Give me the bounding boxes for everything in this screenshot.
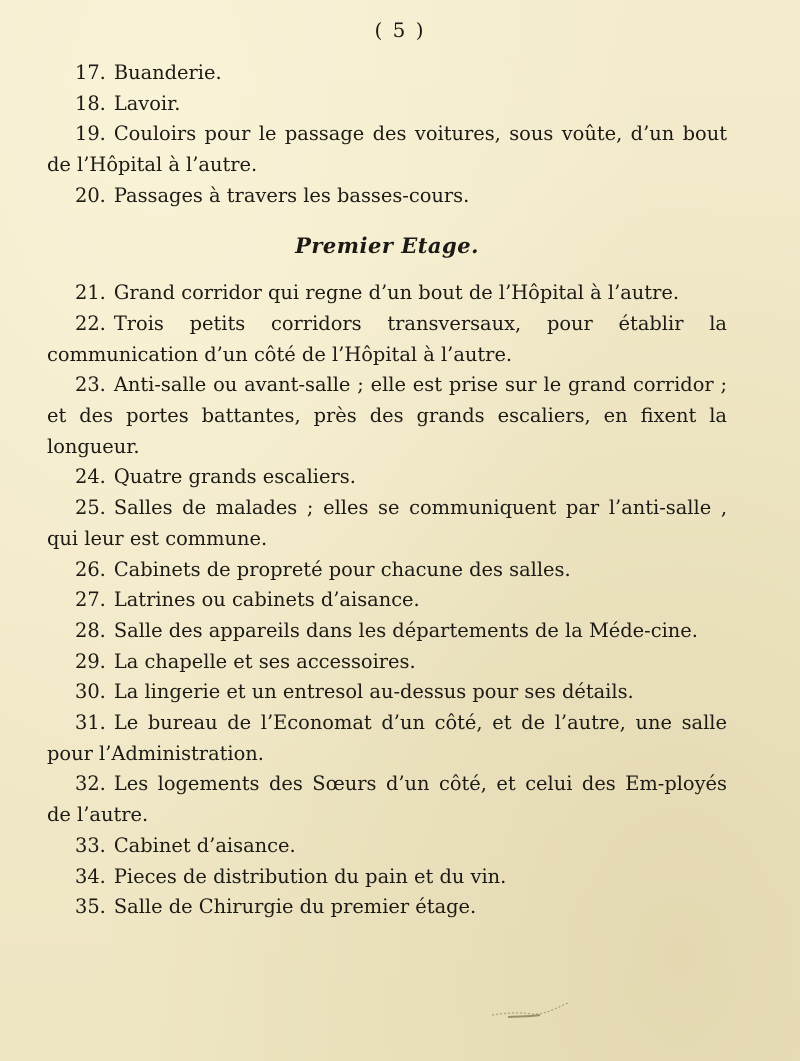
entry-number: 31. bbox=[75, 711, 106, 735]
list-item bbox=[47, 89, 727, 120]
entry-text: Trois petits corridors transversaux, pour établir la communication d’un côté de l’Hôpital à l’autre. bbox=[47, 311, 727, 366]
entry-number: 18. bbox=[75, 91, 106, 115]
text-block bbox=[47, 58, 727, 923]
list-item bbox=[47, 831, 727, 862]
entry-text: Salle des appareils dans les départements de la Méde-cine. bbox=[113, 618, 698, 642]
entry-text: Salles de malades ; elles se communiquent par l’anti-salle , qui leur est commune. bbox=[47, 496, 727, 550]
entry-text: Salle de Chirurgie du premier étage. bbox=[113, 895, 477, 919]
entry-text: Cabinet d’aisance. bbox=[113, 833, 296, 857]
entry-number: 19. bbox=[75, 122, 106, 146]
entry-number: 20. bbox=[75, 183, 106, 207]
list-item bbox=[47, 309, 727, 370]
entry-number: 30. bbox=[75, 680, 106, 704]
list-item bbox=[47, 370, 727, 462]
entry-text: Quatre grands escaliers. bbox=[113, 465, 356, 489]
entry-number: 28. bbox=[75, 618, 106, 642]
entry-text: Couloirs pour le passage des voitures, sous voûte, d’un bout de l’Hôpital à l’autre. bbox=[47, 122, 727, 177]
entry-text: Lavoir. bbox=[113, 91, 181, 115]
entry-number: 22. bbox=[75, 311, 106, 335]
list-item bbox=[47, 616, 727, 647]
list-item bbox=[47, 769, 727, 830]
entry-text: Grand corridor qui regne d’un bout de l’Hôpital à l’autre. bbox=[113, 281, 679, 305]
entry-number: 32. bbox=[75, 772, 106, 796]
list-item bbox=[47, 585, 727, 616]
entry-text: Passages à travers les basses-cours. bbox=[113, 183, 470, 207]
entry-text: Pieces de distribution du pain et du vin. bbox=[113, 864, 507, 888]
decorative-ink-mark bbox=[488, 997, 574, 1023]
entry-text: La lingerie et un entresol au-dessus pour ses détails. bbox=[113, 680, 634, 704]
list-item bbox=[47, 119, 727, 180]
list-item bbox=[47, 493, 727, 554]
entry-number: 23. bbox=[75, 373, 106, 397]
list-item bbox=[47, 181, 727, 212]
entry-number: 26. bbox=[75, 557, 106, 581]
list-item bbox=[47, 647, 727, 678]
list-item bbox=[47, 862, 727, 893]
entry-text: Le bureau de l’Economat d’un côté, et de l’autre, une salle pour l’Administration. bbox=[47, 711, 727, 765]
entry-number: 24. bbox=[75, 465, 106, 489]
entry-text: Les logements des Sœurs d’un côté, et celui des Em-ployés de l’autre. bbox=[47, 772, 727, 827]
entries-first-floor bbox=[47, 278, 727, 923]
entry-text: Latrines ou cabinets d’aisance. bbox=[113, 588, 420, 612]
list-item bbox=[47, 58, 727, 89]
list-item bbox=[47, 555, 727, 586]
entry-number: 17. bbox=[75, 61, 106, 84]
entry-number: 34. bbox=[75, 864, 106, 888]
entry-text: La chapelle et ses accessoires. bbox=[113, 649, 416, 673]
list-item bbox=[47, 708, 727, 769]
entry-text: Anti-salle ou avant-salle ; elle est prise sur le grand corridor ; et des portes battantes, près des grands escaliers, en fixent la longueur. bbox=[47, 373, 727, 458]
entry-number: 27. bbox=[75, 588, 106, 612]
section-heading: Premier Etage. bbox=[295, 232, 479, 258]
entry-number: 29. bbox=[75, 649, 106, 673]
entry-number: 25. bbox=[75, 496, 106, 520]
list-item bbox=[47, 892, 727, 923]
entry-number: 35. bbox=[75, 895, 106, 919]
entry-number: 33. bbox=[75, 833, 106, 857]
page-number: ( 5 ) bbox=[374, 18, 426, 42]
entry-text: Buanderie. bbox=[113, 61, 222, 84]
list-item bbox=[47, 462, 727, 493]
entry-number: 21. bbox=[75, 281, 106, 305]
list-item bbox=[47, 677, 727, 708]
list-item bbox=[47, 278, 727, 309]
entries-ground-floor bbox=[47, 58, 727, 212]
entry-text: Cabinets de propreté pour chacune des salles. bbox=[113, 557, 571, 581]
